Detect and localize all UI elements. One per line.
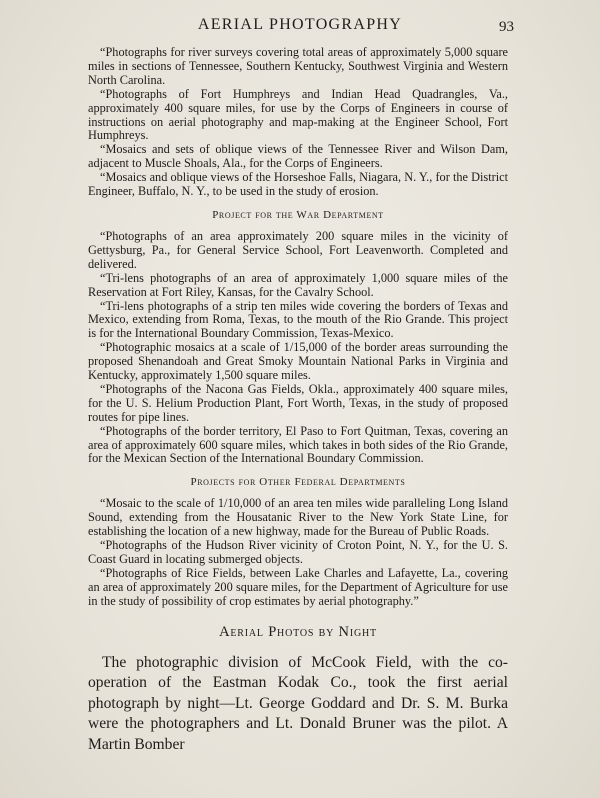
paragraph: “Photographs of Rice Fields, between Lake Charles and Lafayette, La., covering an area of approximately 200 square miles, for the Department of Agriculture for use in the study of possibility of crop estimates by aerial photography.” xyxy=(88,565,508,608)
war-department-section xyxy=(88,230,508,466)
paragraph: “Photographs of the border territory, El Paso to Fort Quitman, Texas, covering an area of approximately 600 square miles, which takes in both sides of the Rio Grande, for the Mexican Section of the International Boundary Commission. xyxy=(88,423,508,466)
paragraph: The photographic division of McCook Field, with the co-operation of the Eastman Kodak Co., took the first aerial photograph by night—Lt. George Goddard and Dr. S. M. Burka were the photographers and Lt. Donald Bruner was the pilot. A Martin Bomber xyxy=(88,653,508,753)
night-section xyxy=(88,653,508,756)
page-header xyxy=(86,14,514,36)
paragraph: “Mosaics and sets of oblique views of the Tennessee River and Wilson Dam, adjacent to Muscle Shoals, Ala., for the Corps of Engineers. xyxy=(88,142,508,171)
paragraph: “Photographs of Fort Humphreys and Indian Head Quadrangles, Va., approximately 400 square miles, for use by the Corps of Engineers in course of instructions on aerial photography and map-making at the Engineer School, Fort Humphreys. xyxy=(88,86,508,143)
paragraph: “Photographs of the Hudson River vicinity of Croton Point, N. Y., for the U. S. Coast Guard in locating submerged objects. xyxy=(88,538,508,566)
section-heading-night: Aerial Photos by Night xyxy=(219,623,377,640)
paragraph: “Mosaics and oblique views of the Horseshoe Falls, Niagara, N. Y., for the District Engineer, Buffalo, N. Y., to be used in the study of erosion. xyxy=(88,170,508,199)
other-federal-section xyxy=(88,497,508,608)
paragraph: “Photographs for river surveys covering total areas of approximately 5,000 square miles in sections of Tennessee, Southern Kentucky, Southwest Virginia and Western North Carolina. xyxy=(88,45,508,87)
paragraph: “Photographic mosaics at a scale of 1/15,000 of the border areas surrounding the proposed Shenandoah and Great Smoky Mountain National Parks in Virginia and Kentucky, approximately 1,500 square miles. xyxy=(88,340,508,383)
section-heading-war-department: Project for the War Department xyxy=(212,208,384,221)
section-heading-other-federal: Projects for Other Federal Departments xyxy=(190,476,406,489)
paragraph: “Tri-lens photographs of a strip ten miles wide covering the borders of Texas and Mexico, extending from Roma, Texas, to the mouth of the Rio Grande. This project is for the International Boundary Commission, Texas-Mexico. xyxy=(88,298,508,341)
paragraph: “Tri-lens photographs of an area of approximately 1,000 square miles of the Reservation at Fort Riley, Kansas, for the Cavalry School. xyxy=(88,270,508,299)
paragraph: “Photographs of the Nacona Gas Fields, Okla., approximately 400 square miles, for the U. S. Helium Production Plant, Fort Worth, Texas, in the study of proposed routes for pipe lines. xyxy=(88,381,508,424)
intro-section xyxy=(88,46,508,199)
paragraph: “Photographs of an area approximately 200 square miles in the vicinity of Gettysburg, Pa., for General Service School, Fort Leavenworth. Completed and delivered. xyxy=(88,228,508,271)
running-title: AERIAL PHOTOGRAPHY xyxy=(197,16,403,33)
page-body xyxy=(88,46,508,755)
paragraph: “Mosaic to the scale of 1/10,000 of an area ten miles wide paralleling Long Island Sound, extending from the Housatanic River to the New York State Line, for establishing the location of a new highway, made for the Bureau of Public Roads. xyxy=(88,496,508,539)
page-number: 93 xyxy=(499,19,514,35)
